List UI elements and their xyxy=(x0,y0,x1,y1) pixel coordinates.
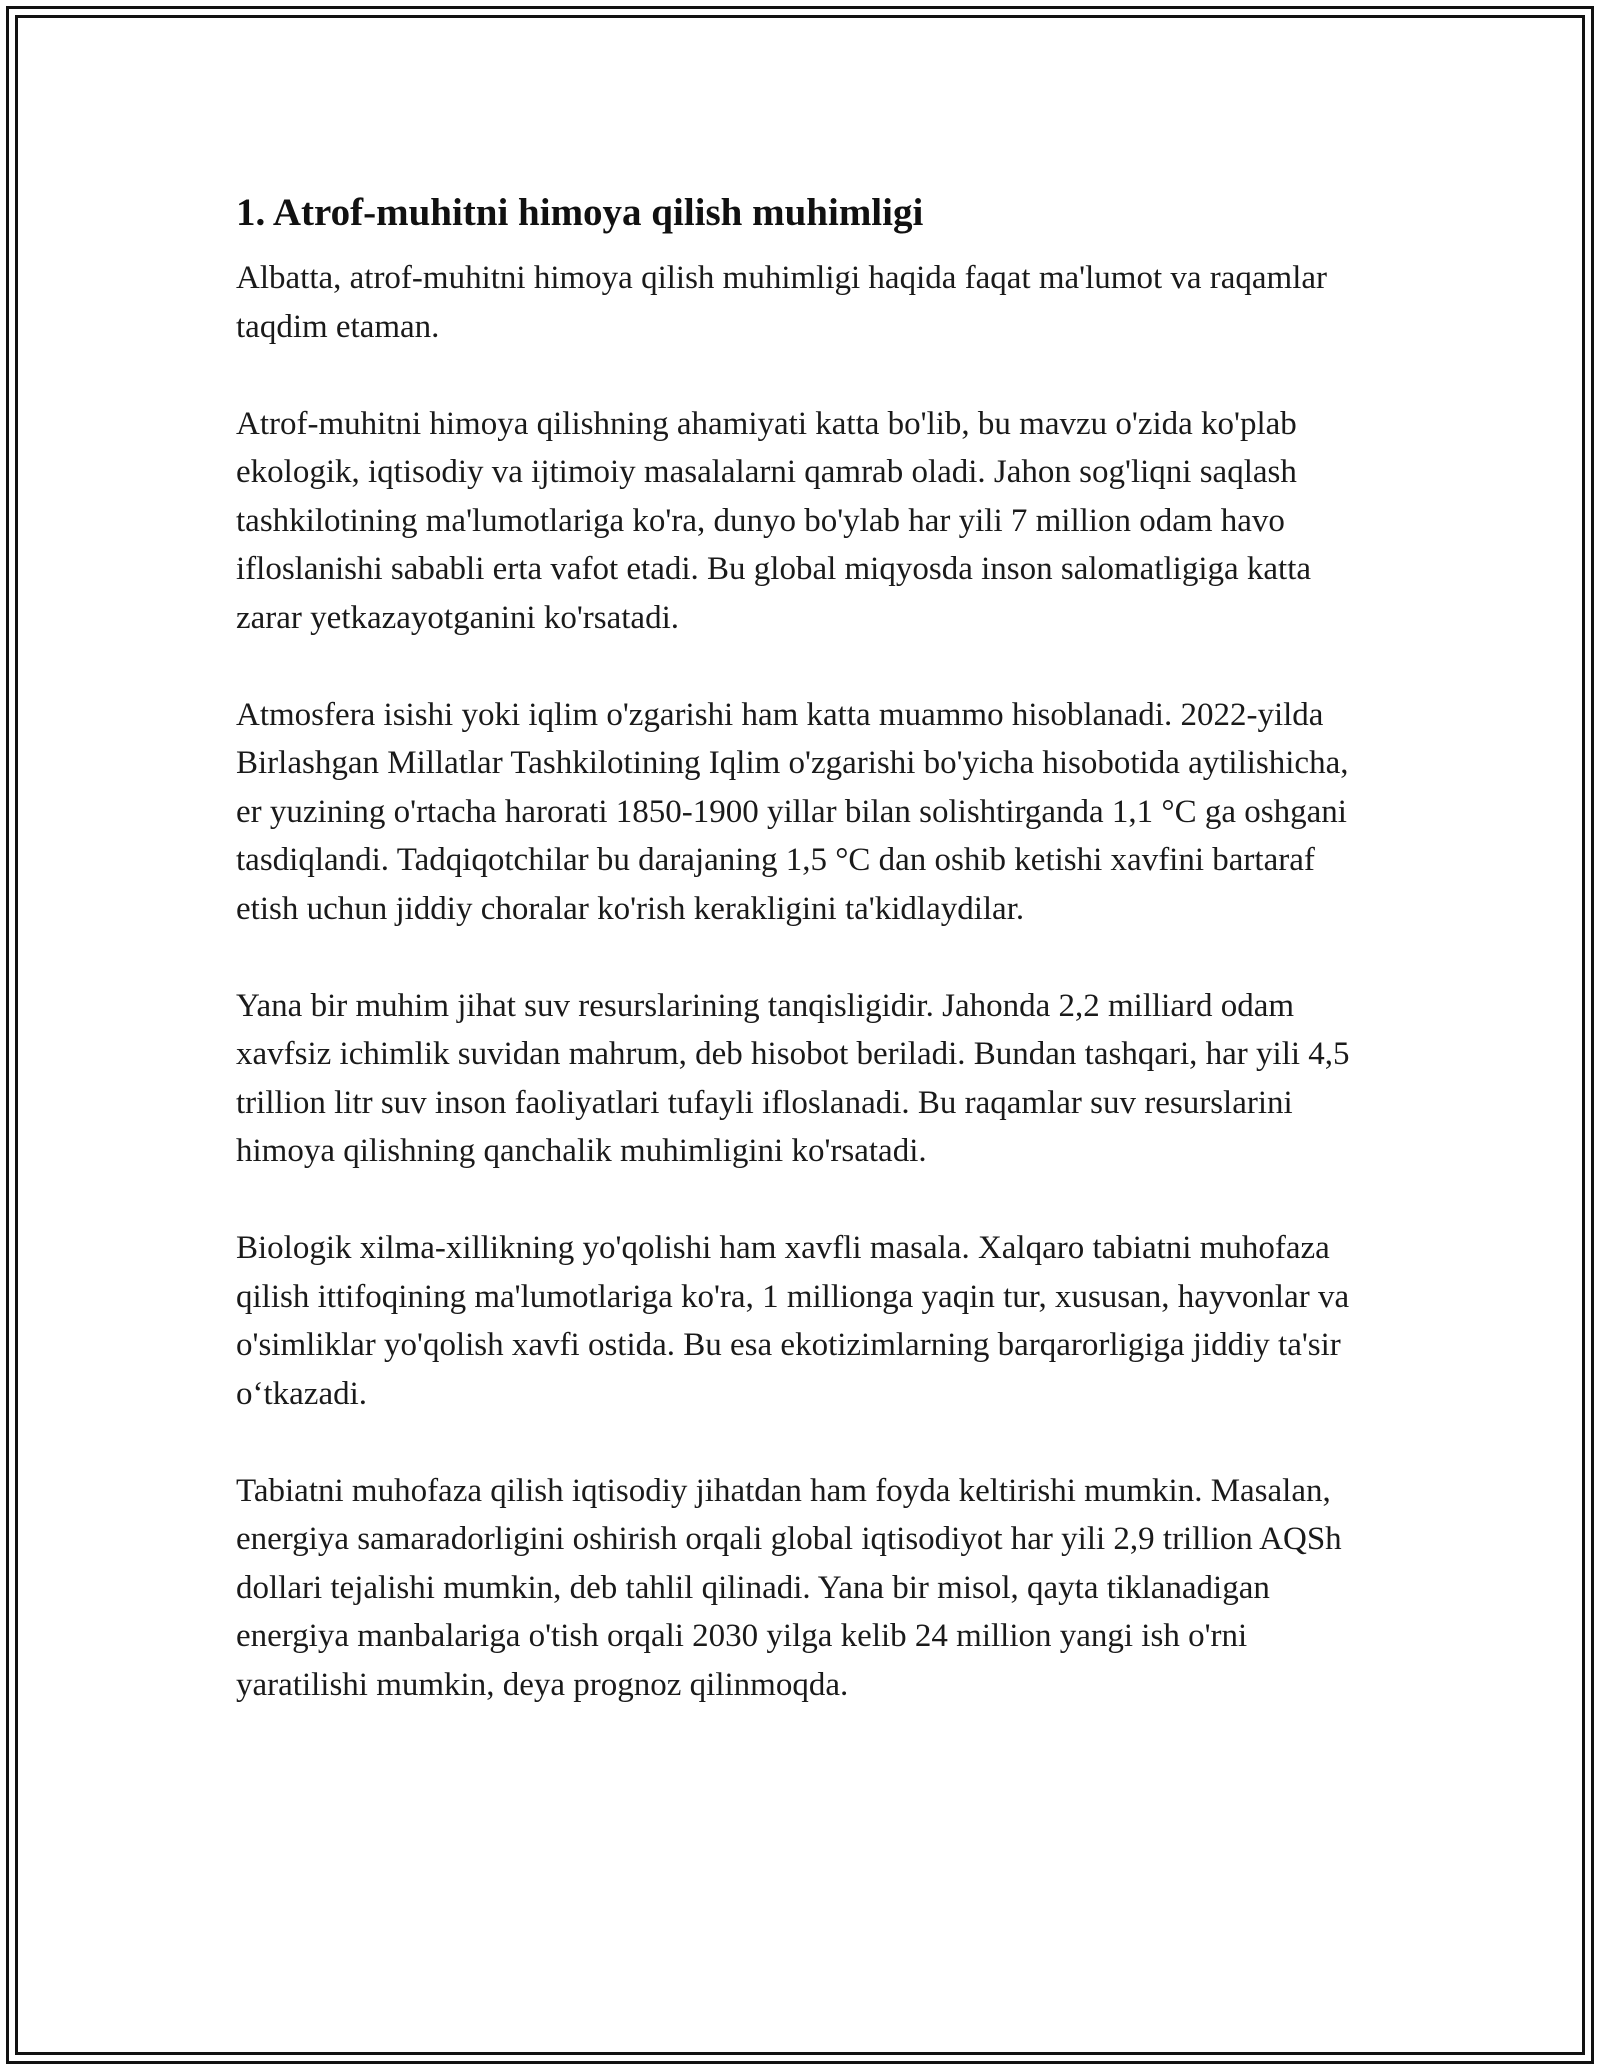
paragraph-climate-change: Atmosfera isishi yoki iqlim o'zgarishi ham katta muammo hisoblanadi. 2022-yilda Birlashgan Millatlar Tashkilotining Iqlim o'zgarishi bo'yicha hisobotida aytilishicha, er yuzining o'rtacha harorati 1850-1900 yillar bilan solishtirganda 1,1 °C ga oshgani tasdiqlandi. Tadqiqotchilar bu darajaning 1,5 °C dan oshib ketishi xavfini bartaraf etish uchun jiddiy choralar ko'rish kerakligini ta'kidlaydilar. xyxy=(236,696,1349,927)
paragraph-economic-benefits: Tabiatni muhofaza qilish iqtisodiy jihatdan ham foyda keltirishi mumkin. Masalan, energiya samaradorligini oshirish orqali global iqtisodiyot har yili 2,9 trillion AQSh dollari tejalishi mumkin, deb tahlil qilinadi. Yana bir misol, qayta tiklanadigan energiya manbalariga o'tish orqali 2030 yilga kelib 24 million yangi ish o'rni yaratilishi mumkin, deya prognoz qilinmoqda. xyxy=(236,1472,1342,1703)
paragraph-air-pollution: Atrof-muhitni himoya qilishning ahamiyati katta bo'lib, bu mavzu o'zida ko'plab ekologik, iqtisodiy va ijtimoiy masalalarni qamrab oladi. Jahon sog'liqni saqlash tashkilotining ma'lumotlariga ko'ra, dunyo bo'ylab har yili 7 million odam havo ifloslanishi sababli erta vafot etadi. Bu global miqyosda inson salomatligiga katta zarar yetkazayotganini ko'rsatadi. xyxy=(236,405,1312,636)
paragraph-intro: Albatta, atrof-muhitni himoya qilish muhimligi haqida faqat ma'lumot va raqamlar taqdim etaman. xyxy=(236,260,1328,345)
document-body xyxy=(236,186,1376,1758)
paragraph-biodiversity: Biologik xilma-xillikning yo'qolishi ham xavfli masala. Xalqaro tabiatni muhofaza qilish ittifoqining ma'lumotlariga ko'ra, 1 millionga yaqin tur, xususan, hayvonlar va o'simliklar yo'qolish xavfi ostida. Bu esa ekotizimlarning barqarorligiga jiddiy ta'sir o‘tkazadi. xyxy=(236,1230,1350,1412)
document-title: 1. Atrof-muhitni himoya qilish muhimligi xyxy=(236,191,924,234)
paragraph-water-resources: Yana bir muhim jihat suv resurslarining tanqisligidir. Jahonda 2,2 milliard odam xavfsiz ichimlik suvidan mahrum, deb hisobot beriladi. Bundan tashqari, har yili 4,5 trillion litr suv inson faoliyatlari tufayli ifloslanadi. Bu raqamlar suv resurslarini himoya qilishning qanchalik muhimligini ko'rsatadi. xyxy=(236,987,1350,1169)
